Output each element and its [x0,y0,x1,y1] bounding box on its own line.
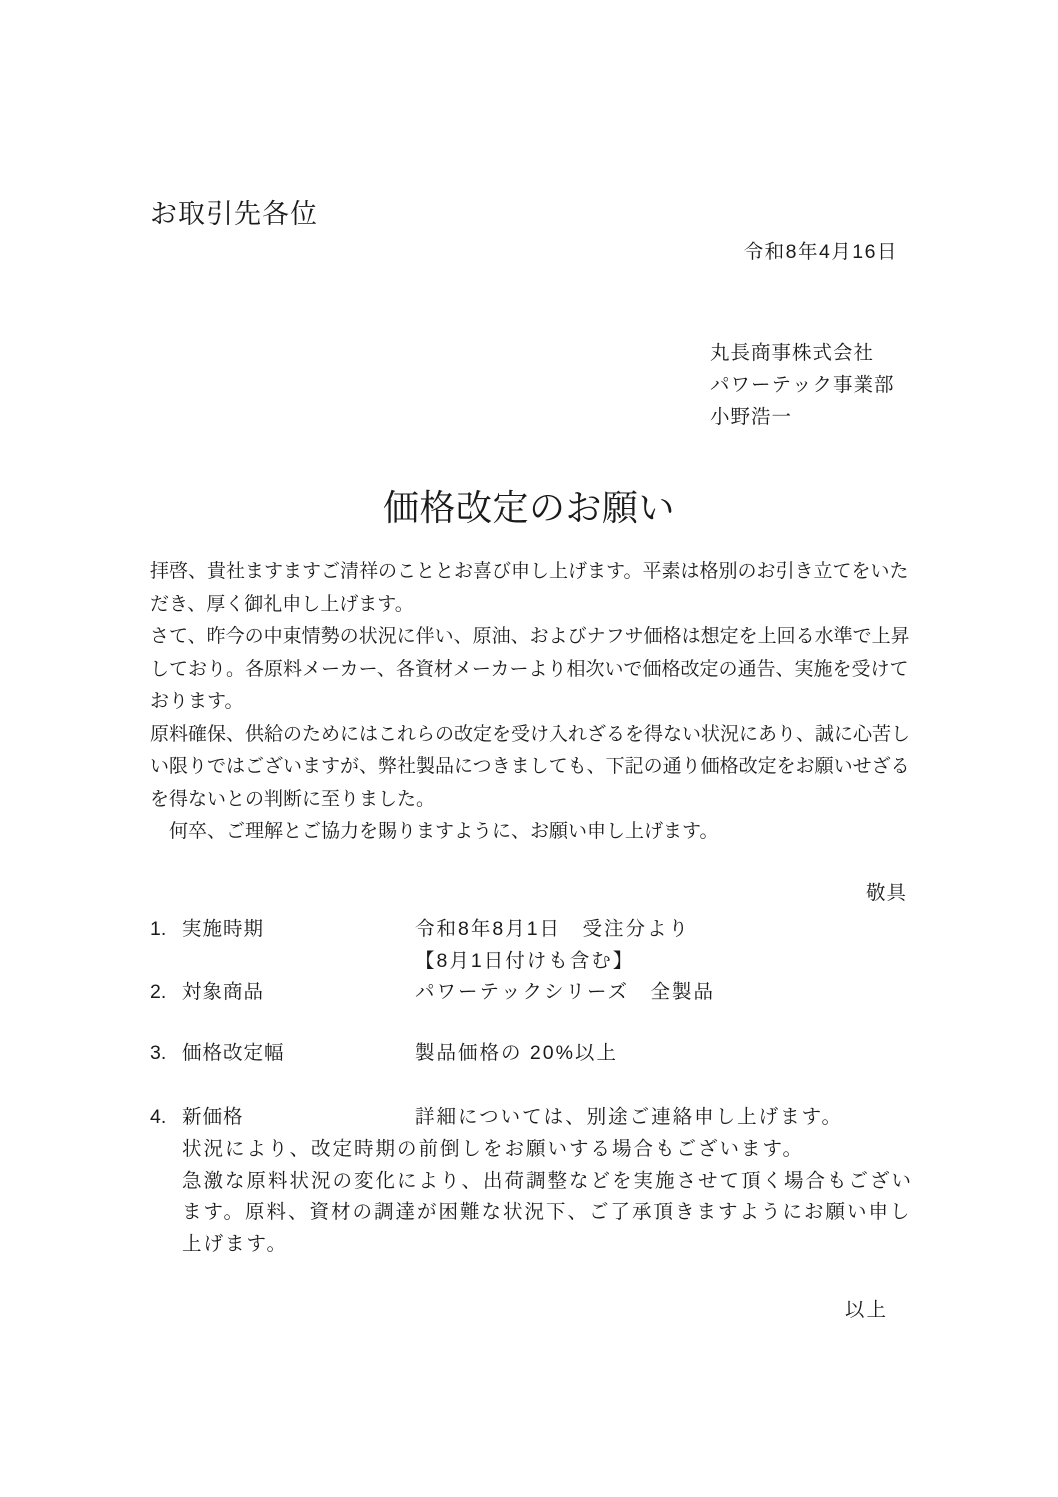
item-label: 価格改定幅 [182,1042,285,1064]
supplement-line: 状況により、改定時期の前倒しをお願いする場合もございます。 [182,1138,804,1160]
supplement-line: ます。原料、資材の調達が困難な状況下、ご了承頂きますようにお願い申し [182,1201,912,1223]
item-number: 4. [150,1106,167,1128]
item-number: 1. [150,918,167,940]
body-line: を得ないとの判断に至りました。 [150,788,436,810]
item-label: 新価格 [182,1106,244,1128]
item-value-note: 【8月1日付けも含む】 [415,949,635,972]
item-value-line: 詳細については、別途ご連絡申し上げます。 [415,1106,844,1128]
recipient: お取引先各位 [150,199,318,229]
closing-word: 敬具 [865,882,907,904]
item-row-target-products [150,977,715,1009]
letter-title: 価格改定のお願い [382,487,675,528]
item-number: 2. [150,981,167,1003]
sender-name: 小野浩一 [710,406,793,428]
item-row-new-price [150,1102,843,1134]
sender-block [710,337,895,433]
item-value [415,1102,843,1134]
item-value-line: 令和8年8月1日 受注分より [415,918,691,940]
body-line: さて、昨今の中東情勢の状況に伴い、原油、およびナフサ価格は想定を上回る水準で上昇 [150,626,910,647]
item-value [415,977,715,1009]
body-line: い限りではございますが、弊社製品につきましても、下記の通り価格改定をお願いせざる [150,756,910,777]
body-line: だき、厚く御礼申し上げます。 [150,593,414,615]
supplement-line: 急激な原料状況の変化により、出荷調整などを実施させて頂く場合もござい [182,1169,914,1192]
body-line: 拝啓、貴社ますますご清祥のこととお喜び申し上げます。平素は格別のお引き立てをいた [150,561,909,582]
item-value [415,1038,618,1070]
item-row-implementation-date [150,914,690,977]
body-paragraphs [150,556,920,849]
sender-department: パワーテック事業部 [710,374,895,396]
body-line: 何卒、ご理解とご協力を賜りますように、お願い申し上げます。 [150,821,719,842]
item-value [415,914,690,977]
sender-company: 丸長商事株式会社 [710,342,875,364]
end-mark: 以上 [844,1299,888,1321]
supplement-line: 上げます。 [182,1232,288,1255]
body-line: しており。各原料メーカー、各資材メーカーより相次いで価格改定の通告、実施を受けて [150,658,909,680]
item-number: 3. [150,1042,167,1064]
item-label: 実施時期 [182,918,265,940]
body-line: おります。 [150,691,244,712]
date-line: 令和8年4月16日 [743,241,898,263]
item-value-line: 製品価格の 20%以上 [415,1042,618,1064]
item-value-line: パワーテックシリーズ 全製品 [415,981,716,1003]
item-label: 対象商品 [182,981,265,1003]
body-line: 原料確保、供給のためにはこれらの改定を受け入れざるを得ない状況にあり、誠に心苦し [150,723,911,745]
supplement-notes [182,1134,913,1260]
item-row-revision-range [150,1038,618,1070]
